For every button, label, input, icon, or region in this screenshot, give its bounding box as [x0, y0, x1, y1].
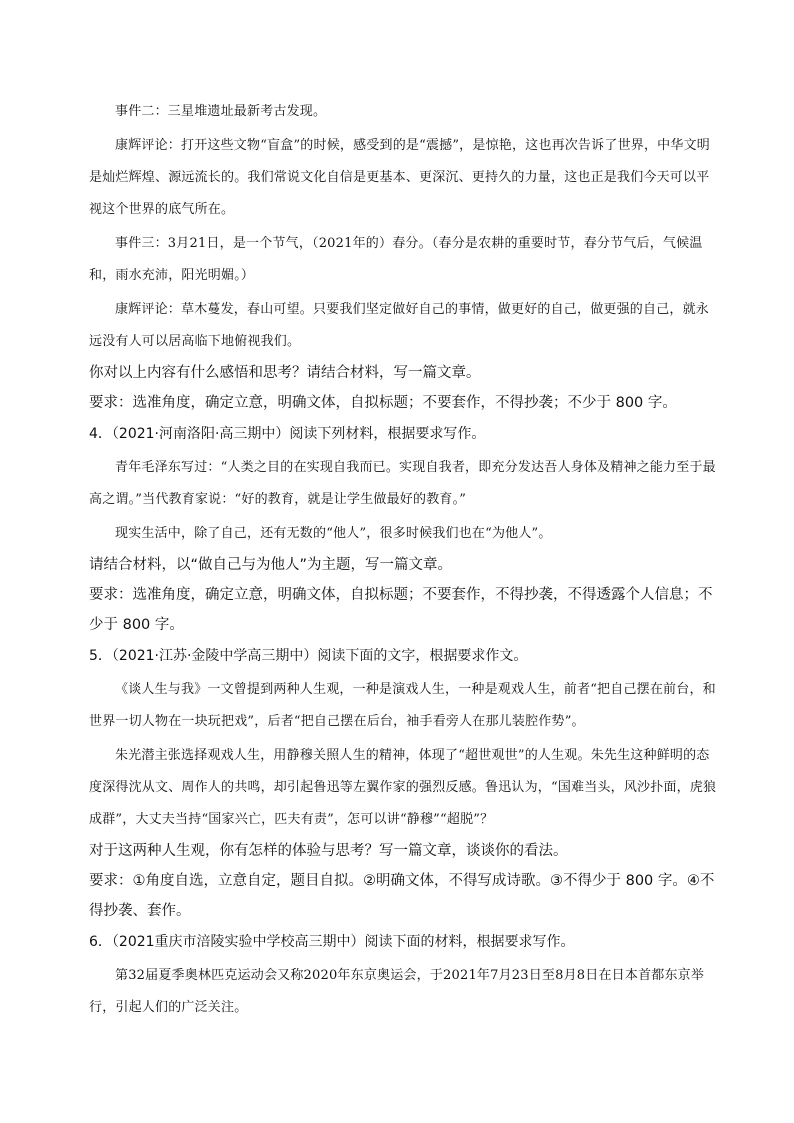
- document-body: [89, 96, 717, 1024]
- question-4-heading: 4．（2021·河南洛阳·高三期中）阅读下列材料，根据要求写作。: [89, 426, 486, 442]
- question-6-heading: 6．（2021重庆市涪陵实验中学校高三期中）阅读下面的材料，根据要求写作。: [89, 934, 575, 950]
- question-4-reality: 现实生活中，除了自己，还有无数的“他人”，很多时候我们也在“为他人”。: [115, 526, 552, 541]
- event-two-line: 事件二：三星堆遗址最新考古发现。: [115, 104, 327, 119]
- question-4-quote: 青年毛泽东写过：“人类之目的在实现自我而已。实现自我者，即充分发达吾人身体及精神之能力至于最高之谓。”当代教育家说：“好的教育，就是让学生做最好的教育。”: [89, 460, 716, 507]
- question-5-material-2: 朱光潜主张选择观戏人生，用静穆关照人生的精神，体现了“超世观世”的人生观。朱先生这种鲜明的态度深得沈从文、周作人的共鸣，却引起鲁迅等左翼作家的强烈反感。鲁迅认为，“国难当头，风沙扑面，虎狼成群”，大丈夫当持“国家兴亡，匹夫有责”，怎可以讲“静穆”“超脱”？: [89, 748, 717, 827]
- kanghui-comment-two: 康辉评论：草木蔓发，春山可望。只要我们坚定做好自己的事情，做更好的自己，做更强的自己，就永远没有人可以居高临下地俯视我们。: [89, 302, 710, 349]
- question-5-heading: 5．（2021·江苏·金陵中学高三期中）阅读下面的文字，根据要求作文。: [89, 648, 528, 664]
- prompt-question-3: 你对以上内容有什么感悟和思考？请结合材料，写一篇文章。: [89, 365, 481, 381]
- prompt-question-4: 请结合材料，以“做自己与为他人”为主题，写一篇文章。: [89, 557, 453, 573]
- requirements-4: 要求：选准角度，确定立意，明确文体，自拟标题；不要套作，不得抄袭，不得透露个人信息；不少于 800 字。: [89, 587, 713, 633]
- question-5-material-1: 《谈人生与我》一文曾提到两种人生观，一种是演戏人生，一种是观戏人生，前者“把自己摆在前台，和世界一切人物在一块玩把戏”，后者“把自己摆在后台，袖手看旁人在那儿装腔作势”。: [89, 682, 716, 729]
- kanghui-comment-one: 康辉评论：打开这些文物“盲盒”的时候，感受到的是“震撼”，是惊艳，这也再次告诉了世界，中华文明是灿烂辉煌、源远流长的。我们常说文化自信是更基本、更深沉、更持久的力量，这也正是我们今天可以平视这个世界的底气所在。: [89, 138, 710, 217]
- question-6-material: 第32届夏季奥林匹克运动会又称2020年东京奥运会，于2021年7月23日至8月8日在日本首都东京举行，引起人们的广泛关注。: [89, 968, 705, 1015]
- requirements-5: 要求：①角度自选，立意自定，题目自拟。②明确文体，不得写成诗歌。③不得少于 800 字。④不得抄袭、套作。: [89, 873, 715, 919]
- event-three-line: 事件三：3月21日，是一个节气，（2021年的）春分。（春分是农耕的重要时节，春分节气后，气候温和，雨水充沛，阳光明媚。）: [89, 236, 703, 283]
- prompt-question-5: 对于这两种人生观，你有怎样的体验与思考？写一篇文章，谈谈你的看法。: [89, 843, 568, 859]
- requirements-3: 要求：选准角度，确定立意，明确文体，自拟标题；不要套作，不得抄袭；不少于 800 字。: [89, 395, 677, 411]
